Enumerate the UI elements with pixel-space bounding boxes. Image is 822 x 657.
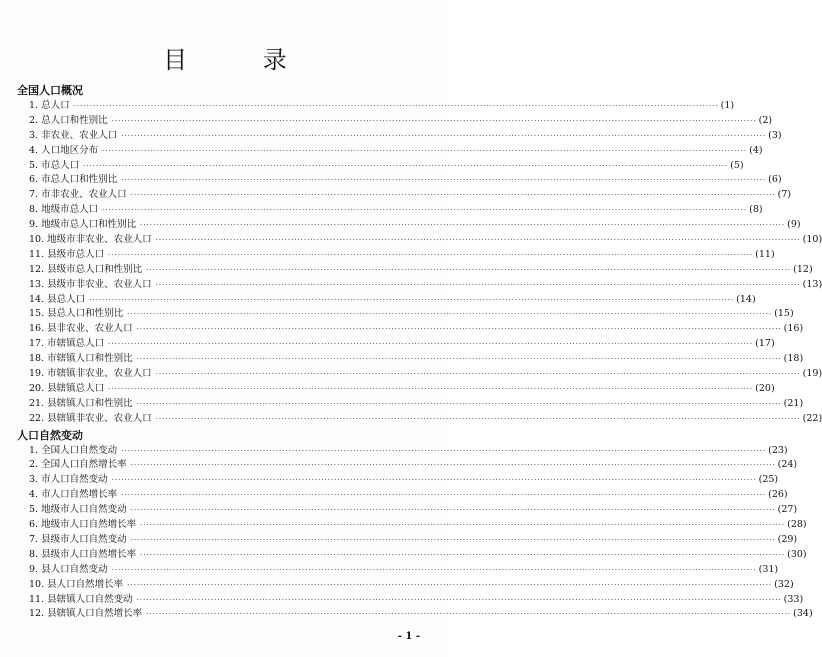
toc-entry[interactable] <box>17 563 779 578</box>
toc-entry-label: 4. 人口地区分布 <box>29 144 99 156</box>
dot-leader: ········································································································································································································ <box>108 340 754 349</box>
toc-entry-label: 20. 县辖镇总人口 <box>29 382 105 394</box>
dot-leader: ········································································································································································································ <box>127 310 773 319</box>
toc-entry[interactable] <box>17 233 822 248</box>
page-title: 目 录 <box>163 46 321 74</box>
dot-leader: ········································································································································································································ <box>155 280 801 289</box>
toc-entry[interactable] <box>17 188 792 203</box>
toc-entry-page: (18) <box>783 353 804 365</box>
toc-entry-page: (32) <box>774 578 794 590</box>
toc-entry-page: (25) <box>758 474 779 486</box>
toc-entry-page: (21) <box>783 397 804 409</box>
toc-entry-page: (30) <box>787 548 807 560</box>
toc-entry-label: 18. 市辖镇人口和性别比 <box>29 353 133 365</box>
toc-entry-label: 9. 县人口自然变动 <box>29 563 108 575</box>
dot-leader: ········································································································································································································ <box>111 565 757 574</box>
toc-entry[interactable] <box>17 322 804 337</box>
toc-entry-label: 1. 总人口 <box>29 100 70 111</box>
toc-entry[interactable] <box>17 578 794 593</box>
dot-leader: ········································································································································································································ <box>121 176 767 185</box>
toc-entry-page: (9) <box>787 219 801 231</box>
toc-entry-label: 5. 地级市人口自然变动 <box>29 504 127 516</box>
dot-leader: ········································································································································································································ <box>146 610 792 619</box>
toc-entry[interactable] <box>17 518 807 533</box>
toc-entry[interactable] <box>17 114 773 129</box>
toc-entry-page: (20) <box>755 382 775 394</box>
toc-entry-label: 3. 市人口自然变动 <box>29 474 108 486</box>
dot-leader: ········································································································································································································ <box>102 206 748 215</box>
toc-entry[interactable] <box>17 263 813 278</box>
toc-entry-label: 21. 县辖镇人口和性别比 <box>29 397 133 409</box>
dot-leader: ········································································································································································································ <box>155 414 801 423</box>
toc-entry[interactable] <box>17 488 788 503</box>
toc-entry[interactable] <box>17 337 775 352</box>
toc-entry-label: 8. 地级市总人口 <box>29 204 99 216</box>
toc-entry-page: (27) <box>777 504 798 516</box>
section-heading: 人口自然变动 <box>17 428 83 442</box>
toc-entry-label: 14. 县总人口 <box>29 293 86 305</box>
toc-entry-page: (4) <box>749 144 763 156</box>
dot-leader: ········································································································································································································ <box>136 399 782 408</box>
toc-entry-page: (1) <box>720 100 735 111</box>
toc-entry-page: (17) <box>755 338 775 350</box>
toc-entry-label: 3. 非农业、农业人口 <box>29 129 118 141</box>
toc-entry[interactable] <box>17 548 807 563</box>
page-number: - 1 - <box>397 631 420 642</box>
dot-leader: ········································································································································································································ <box>121 446 767 455</box>
toc-entry-label: 4. 市人口自然增长率 <box>29 489 118 501</box>
toc-entry[interactable] <box>17 278 822 293</box>
toc-entry-page: (2) <box>758 114 773 126</box>
toc-entry-label: 8. 县级市人口自然增长率 <box>29 548 137 560</box>
dot-leader: ········································································································································································································ <box>73 102 719 110</box>
toc-entry-label: 9. 地级市总人口和性别比 <box>29 219 137 231</box>
toc-entry-label: 2. 全国人口自然增长率 <box>29 459 127 471</box>
toc-entry[interactable] <box>17 203 763 218</box>
toc-entry[interactable] <box>17 218 801 233</box>
toc-entry-page: (7) <box>777 189 792 201</box>
toc-entry[interactable] <box>17 473 779 488</box>
dot-leader: ········································································································································································································ <box>140 221 786 230</box>
toc-entry-label: 15. 县总人口和性别比 <box>29 308 124 320</box>
toc-entry-page: (19) <box>802 368 822 380</box>
dot-leader: ········································································································································································································ <box>136 595 782 604</box>
dot-leader: ········································································································································································································ <box>155 370 801 379</box>
toc-entry-label: 19. 市辖镇非农业、农业人口 <box>29 368 152 380</box>
toc-entry-page: (5) <box>730 159 744 171</box>
toc-entry[interactable] <box>17 159 744 174</box>
toc-entry-label: 7. 市非农业、农业人口 <box>29 189 127 201</box>
dot-leader: ········································································································································································································ <box>146 265 792 274</box>
toc-entry-page: (8) <box>749 204 763 216</box>
toc-entry-page: (34) <box>793 608 813 620</box>
dot-leader: ········································································································································································································ <box>108 384 754 393</box>
toc-entry-label: 11. 县级市总人口 <box>29 248 105 260</box>
toc-entry-label: 17. 市辖镇总人口 <box>29 338 105 350</box>
toc-entry[interactable] <box>17 173 782 188</box>
dot-leader: ········································································································································································································ <box>111 116 757 125</box>
toc-entry-label: 10. 地级市非农业、农业人口 <box>29 234 152 246</box>
toc-entry[interactable] <box>17 307 794 322</box>
toc-entry[interactable] <box>17 382 775 397</box>
table-of-contents <box>17 82 822 622</box>
dot-leader: ········································································································································································································ <box>111 476 757 485</box>
dot-leader: ········································································································································································································ <box>102 146 748 155</box>
dot-leader: ········································································································································································································ <box>155 236 801 245</box>
dot-leader: ········································································································································································································ <box>121 131 767 140</box>
toc-entry-page: (10) <box>802 234 822 246</box>
toc-entry-label: 10. 县人口自然增长率 <box>29 578 124 590</box>
toc-entry-label: 7. 县级市人口自然变动 <box>29 533 127 545</box>
section-heading: 全国人口概况 <box>17 84 83 97</box>
toc-entry-page: (6) <box>768 174 782 186</box>
dot-leader: ········································································································································································································ <box>127 580 773 589</box>
toc-entry-page: (24) <box>777 459 798 471</box>
toc-entry[interactable] <box>17 293 756 308</box>
toc-entry[interactable] <box>17 458 798 473</box>
toc-entry-label: 5. 市总人口 <box>29 159 80 171</box>
toc-entry-page: (15) <box>774 308 794 320</box>
toc-entry[interactable] <box>17 144 763 159</box>
toc-entry-page: (29) <box>777 533 798 545</box>
toc-entry-page: (23) <box>768 444 788 456</box>
toc-entry-label: 13. 县级市非农业、农业人口 <box>29 278 152 290</box>
toc-entry-page: (16) <box>783 323 804 335</box>
toc-entry-label: 12. 县级市总人口和性别比 <box>29 263 143 275</box>
toc-entry-label: 12. 县辖镇人口自然增长率 <box>29 608 143 620</box>
toc-entry[interactable] <box>17 503 798 518</box>
dot-leader: ········································································································································································································ <box>130 461 776 470</box>
toc-entry[interactable] <box>17 593 804 608</box>
toc-entry-page: (13) <box>802 278 822 290</box>
toc-entry-page: (14) <box>736 293 756 305</box>
toc-entry-page: (33) <box>783 593 804 605</box>
toc-entry[interactable] <box>17 352 804 367</box>
dot-leader: ········································································································································································································ <box>83 161 729 170</box>
toc-entry[interactable] <box>17 533 798 548</box>
dot-leader: ········································································································································································································ <box>130 506 776 515</box>
dot-leader: ········································································································································································································ <box>121 491 767 500</box>
toc-entry[interactable] <box>17 412 822 427</box>
dot-leader: ········································································································································································································ <box>130 535 776 544</box>
toc-entry-page: (12) <box>793 263 813 275</box>
toc-entry-page: (22) <box>802 412 822 424</box>
toc-entry[interactable] <box>17 367 822 382</box>
toc-entry-page: (26) <box>768 489 788 501</box>
dot-leader: ········································································································································································································ <box>140 521 786 530</box>
dot-leader: ········································································································································································································ <box>108 250 754 259</box>
toc-entry-page: (3) <box>768 129 782 141</box>
dot-leader: ········································································································································································································ <box>140 550 786 559</box>
toc-entry[interactable] <box>17 444 788 459</box>
toc-entry-page: (11) <box>755 248 775 260</box>
dot-leader: ········································································································································································································ <box>136 355 782 364</box>
toc-entry-label: 16. 县非农业、农业人口 <box>29 323 133 335</box>
toc-entry-label: 22. 县辖镇非农业、农业人口 <box>29 412 152 424</box>
toc-entry-label: 6. 市总人口和性别比 <box>29 174 118 186</box>
toc-entry[interactable] <box>17 397 804 412</box>
toc-entry-label: 11. 县辖镇人口自然变动 <box>29 593 133 605</box>
toc-entry[interactable] <box>17 129 782 144</box>
toc-entry-page: (31) <box>758 563 779 575</box>
toc-entry[interactable] <box>17 99 735 114</box>
toc-entry-page: (28) <box>787 519 807 531</box>
toc-entry[interactable] <box>17 248 775 263</box>
toc-entry[interactable] <box>17 607 813 622</box>
toc-entry-label: 2. 总人口和性别比 <box>29 114 108 126</box>
dot-leader: ········································································································································································································ <box>136 325 782 334</box>
toc-entry-label: 6. 地级市人口自然增长率 <box>29 519 137 531</box>
dot-leader: ········································································································································································································ <box>89 295 735 304</box>
dot-leader: ········································································································································································································ <box>130 191 776 200</box>
toc-entry-label: 1. 全国人口自然变动 <box>29 444 118 456</box>
